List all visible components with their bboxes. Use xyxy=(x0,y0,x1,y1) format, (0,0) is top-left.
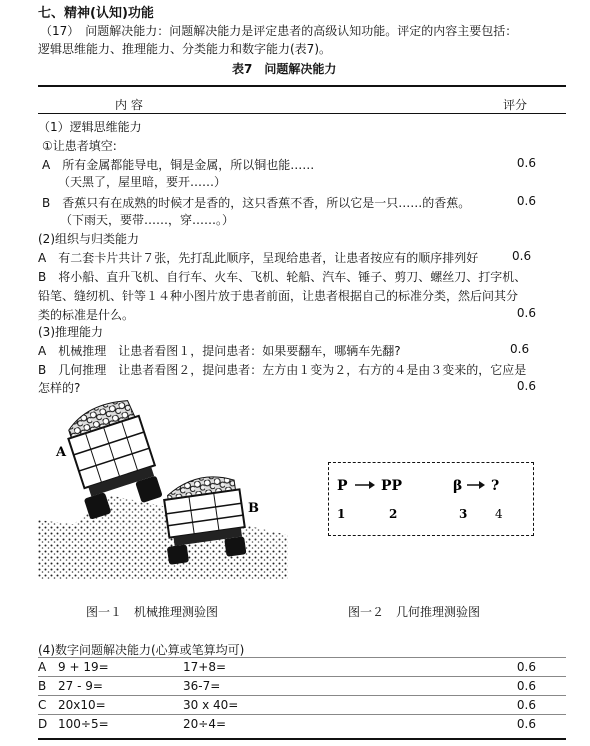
s4-row-left: 100÷5= xyxy=(58,717,109,731)
s4-row-letter: A xyxy=(38,660,47,674)
s4-row-left: 9 + 19= xyxy=(58,660,109,674)
row-divider xyxy=(38,676,566,677)
table-title: 表7 问题解决能力 xyxy=(232,62,337,76)
s4-row-score: 0.6 xyxy=(516,698,536,712)
s1-item-a: A 所有金属都能导电，铜是金属，所以铜也能…… xyxy=(42,158,315,172)
s1-item-b-hint: （下雨天，要带……，穿……。） xyxy=(60,213,235,227)
s3-item-b-line2: 怎样的? xyxy=(38,381,81,395)
symbol-pp: PP xyxy=(381,478,403,494)
number-4: 4 xyxy=(495,507,503,521)
s2-item-a: A 有二套卡片共计７张，先打乱此顺序，呈现给患者，让患者按应有的顺序排列好 xyxy=(38,251,479,265)
section-heading: 七、精神(认知)功能 xyxy=(38,6,154,21)
truck-a-label: A xyxy=(56,445,67,460)
mechanical-reasoning-figure xyxy=(38,400,288,580)
geometric-reasoning-figure xyxy=(328,462,534,536)
s1-item-a-hint: （天黑了，屋里暗，要开……） xyxy=(58,175,227,189)
s4-row-right: 30 x 40= xyxy=(183,698,239,712)
s2-item-b-line3: 类的标准是什么。 xyxy=(38,308,135,322)
s1-item-a-score: 0.6 xyxy=(516,156,536,170)
s2-item-b-score: 0.6 xyxy=(516,306,536,320)
symbol-p: P xyxy=(337,478,348,494)
s3-item-b-line1: B 几何推理 让患者看图２，提问患者：左方由１变为２，右方的４是由３变来的，它应是 xyxy=(38,363,527,377)
table-top-rule xyxy=(38,85,566,87)
s3-title: (3)推理能力 xyxy=(38,325,103,339)
truck-b-label: B xyxy=(248,501,259,516)
row-divider xyxy=(38,695,566,696)
s2-item-a-score: 0.6 xyxy=(512,249,532,263)
s1-title: （1）逻辑思维能力 xyxy=(38,120,142,134)
s4-row-score: 0.6 xyxy=(516,717,536,731)
s1-subtitle: ①让患者填空: xyxy=(42,139,117,153)
s4-row-letter: C xyxy=(38,698,47,712)
intro-text-line1: （17） 问题解决能力：问题解决能力是评定患者的高级认知功能。评定的内容主要包括： xyxy=(40,24,518,38)
s3-item-a-score: 0.6 xyxy=(510,342,530,356)
s4-row-right: 36-7= xyxy=(183,679,221,693)
number-1: 1 xyxy=(337,507,346,521)
number-2: 2 xyxy=(389,507,398,521)
s3-item-a: A 机械推理 让患者看图１，提问患者：如果要翻车，哪辆车先翻? xyxy=(38,344,401,358)
s2-item-b-line2: 铅笔、缝纫机、针等１４种小图片放于患者前面，让患者根据自己的标准分类，然后问其分 xyxy=(38,289,519,303)
arrow-right-icon xyxy=(369,481,375,489)
s4-title: (4)数字问题解决能力(心算或笔算均可) xyxy=(38,643,245,657)
table-bottom-rule xyxy=(38,738,566,740)
header-rule xyxy=(38,113,566,114)
s4-row-score: 0.6 xyxy=(516,679,536,693)
number-3: 3 xyxy=(459,507,468,521)
row-divider xyxy=(38,714,566,715)
s4-row-left: 27 - 9= xyxy=(58,679,103,693)
s1-item-b: B 香蕉只有在成熟的时候才是香的，这只香蕉不香，所以它是一只……的香蕉。 xyxy=(42,196,471,210)
s4-row-right: 17+8= xyxy=(183,660,227,674)
s4-row-letter: D xyxy=(38,717,48,731)
s2-title: (2)组织与归类能力 xyxy=(38,232,139,246)
s1-item-b-score: 0.6 xyxy=(516,194,536,208)
symbol-question: ? xyxy=(491,478,500,494)
figure2-caption: 图一２ 几何推理测验图 xyxy=(348,605,481,619)
column-header-content: 内 容 xyxy=(115,98,143,112)
s4-row-left: 20x10= xyxy=(58,698,106,712)
symbol-beta: β xyxy=(453,478,463,494)
figure1-caption: 图一１ 机械推理测验图 xyxy=(86,605,219,619)
s4-title-rule xyxy=(38,657,566,658)
column-header-score: 评分 xyxy=(503,98,528,112)
s4-row-letter: B xyxy=(38,679,47,693)
s3-item-b-score: 0.6 xyxy=(516,379,536,393)
intro-text-line2: 逻辑思维能力、推理能力、分类能力和数字能力(表7)。 xyxy=(38,42,332,56)
s4-row-score: 0.6 xyxy=(516,660,536,674)
arrow-right-icon xyxy=(479,481,485,489)
s2-item-b-line1: B 将小船、直升飞机、自行车、火车、飞机、轮船、汽车、锤子、剪刀、螺丝刀、打字机、 xyxy=(38,270,527,284)
s4-row-right: 20÷4= xyxy=(183,717,227,731)
